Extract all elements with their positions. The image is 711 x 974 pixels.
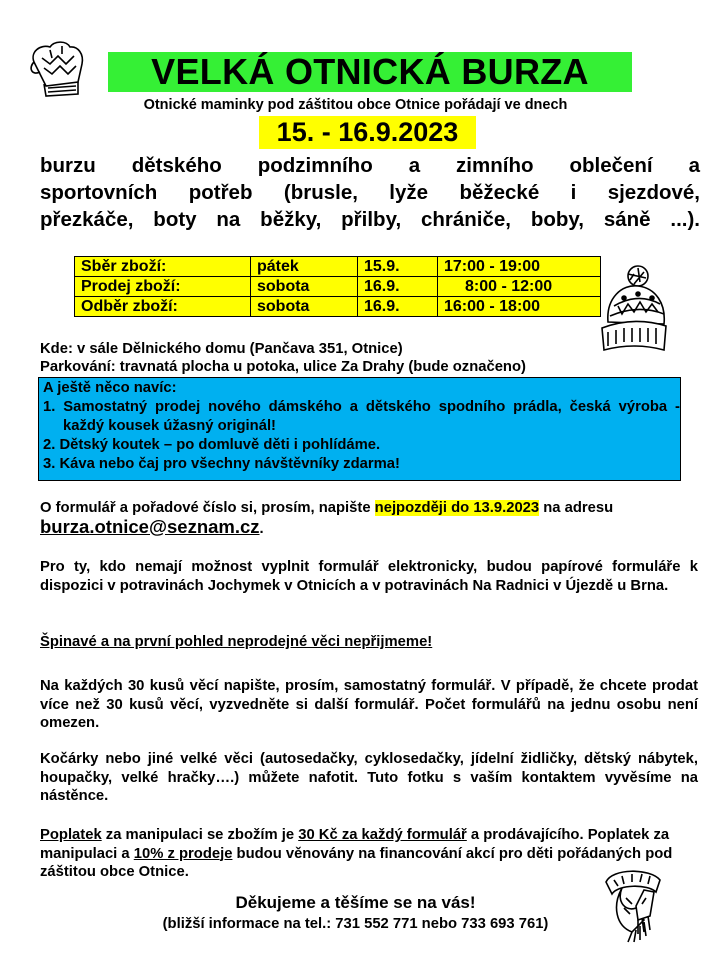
list-item: 3. Káva nebo čaj pro všechny návštěvníky zdarma!	[43, 456, 400, 472]
schedule-date: 16.9.	[358, 297, 438, 317]
location-text: Kde: v sále Dělnického domu (Pančava 351, Otnice)	[40, 341, 403, 357]
warning-text: Špinavé a na první pohled neprodejné věci nepřijmeme!	[40, 634, 433, 650]
table-row	[75, 297, 601, 317]
fee-text	[40, 826, 698, 882]
fee-underline: 30 Kč za každý formulář	[298, 827, 467, 843]
schedule-time: 16:00 - 18:00	[438, 297, 601, 317]
intro-text	[40, 152, 700, 233]
parking-text: Parkování: travnatá plocha u potoka, ulice Za Drahy (bude označeno)	[40, 359, 526, 375]
page-title: VELKÁ OTNICKÁ BURZA	[108, 52, 632, 92]
contact-text: (bližší informace na tel.: 731 552 771 nebo 733 693 761)	[162, 916, 549, 932]
form-note-end: .	[259, 520, 264, 537]
extras-heading: A ještě něco navíc:	[43, 380, 177, 396]
schedule-date: 16.9.	[358, 277, 438, 297]
form-note	[40, 499, 698, 538]
table-row	[75, 257, 601, 277]
list-item: 1. Samostatný prodej nového dámského a dětského spodního prádla, česká výroba - každý kousek úžasný originál!	[43, 399, 680, 434]
location-block	[40, 340, 526, 376]
fee-part: budou věnovány na financování akcí pro děti pořádaných pod záštitou obce Otnice.	[40, 845, 673, 880]
schedule-label: Odběr zboží:	[75, 297, 251, 317]
schedule-time: 8:00 - 12:00	[438, 277, 601, 297]
table-row	[75, 277, 601, 297]
schedule-date: 15.9.	[358, 257, 438, 277]
mitten-icon	[26, 38, 92, 100]
fee-underline: 10% z prodeje	[133, 845, 233, 862]
intro-line: sportovních potřeb (brusle, lyže běžecké i sjezdové,	[40, 181, 700, 204]
schedule-day: sobota	[251, 297, 358, 317]
list-item: 2. Dětský koutek – po domluvě děti i pohlídáme.	[43, 437, 381, 453]
schedule-label: Prodej zboží:	[75, 277, 251, 297]
schedule-label: Sběr zboží:	[75, 257, 251, 277]
fee-underline: Poplatek	[40, 827, 102, 843]
winter-hat-icon	[594, 262, 674, 356]
intro-line: přezkáče, boty na běžky, přilby, chrániče, boby, sáně ...).	[40, 208, 700, 231]
extras-box	[38, 377, 681, 481]
event-dates: 15. - 16.9.2023	[259, 116, 476, 149]
deadline-highlight: nejpozději do 13.9.2023	[374, 500, 540, 516]
schedule-table	[74, 256, 601, 317]
schedule-day: pátek	[251, 257, 358, 277]
per-30-text: Na každých 30 kusů věcí napište, prosím, samostatný formulář. V případě, že chcete prodat více než 30 kusů věcí, vyzvedněte si další formulář. Počet formulářů na jednu osobu není omezen.	[40, 678, 698, 731]
paper-forms-text: Pro ty, kdo nemají možnost vyplnit formulář elektronicky, budou papírové formuláře k dispozici v potravinách Jochymek v Otnicích a v potravinách Na Radnici v Újezdě u Brna.	[40, 559, 698, 594]
fee-part: za manipulaci se zbožím je	[101, 827, 299, 843]
thanks-text: Děkujeme a těšíme se na vás!	[235, 893, 476, 912]
schedule-day: sobota	[251, 277, 358, 297]
form-note-text: na adresu	[539, 500, 614, 516]
email-link[interactable]: burza.otnice@seznam.cz	[40, 515, 260, 537]
subtitle: Otnické maminky pod záštitou obce Otnice pořádají ve dnech	[143, 97, 568, 113]
schedule-time: 17:00 - 19:00	[438, 257, 601, 277]
intro-line: burzu dětského podzimního a zimního oblečení a	[40, 154, 700, 177]
fee-part: a prodávajícího. Poplatek za manipulaci a	[40, 827, 670, 862]
big-items-text: Kočárky nebo jiné velké věci (autosedačky, cyklosedačky, jídelní židličky, dětský nábytek, houpačky, velké hračky….) můžete nafotit. Tuto fotku s vaším kontaktem vyvěsíme na nástěnce.	[40, 751, 698, 804]
form-note-text: O formulář a pořadové číslo si, prosím, napište	[40, 500, 375, 516]
